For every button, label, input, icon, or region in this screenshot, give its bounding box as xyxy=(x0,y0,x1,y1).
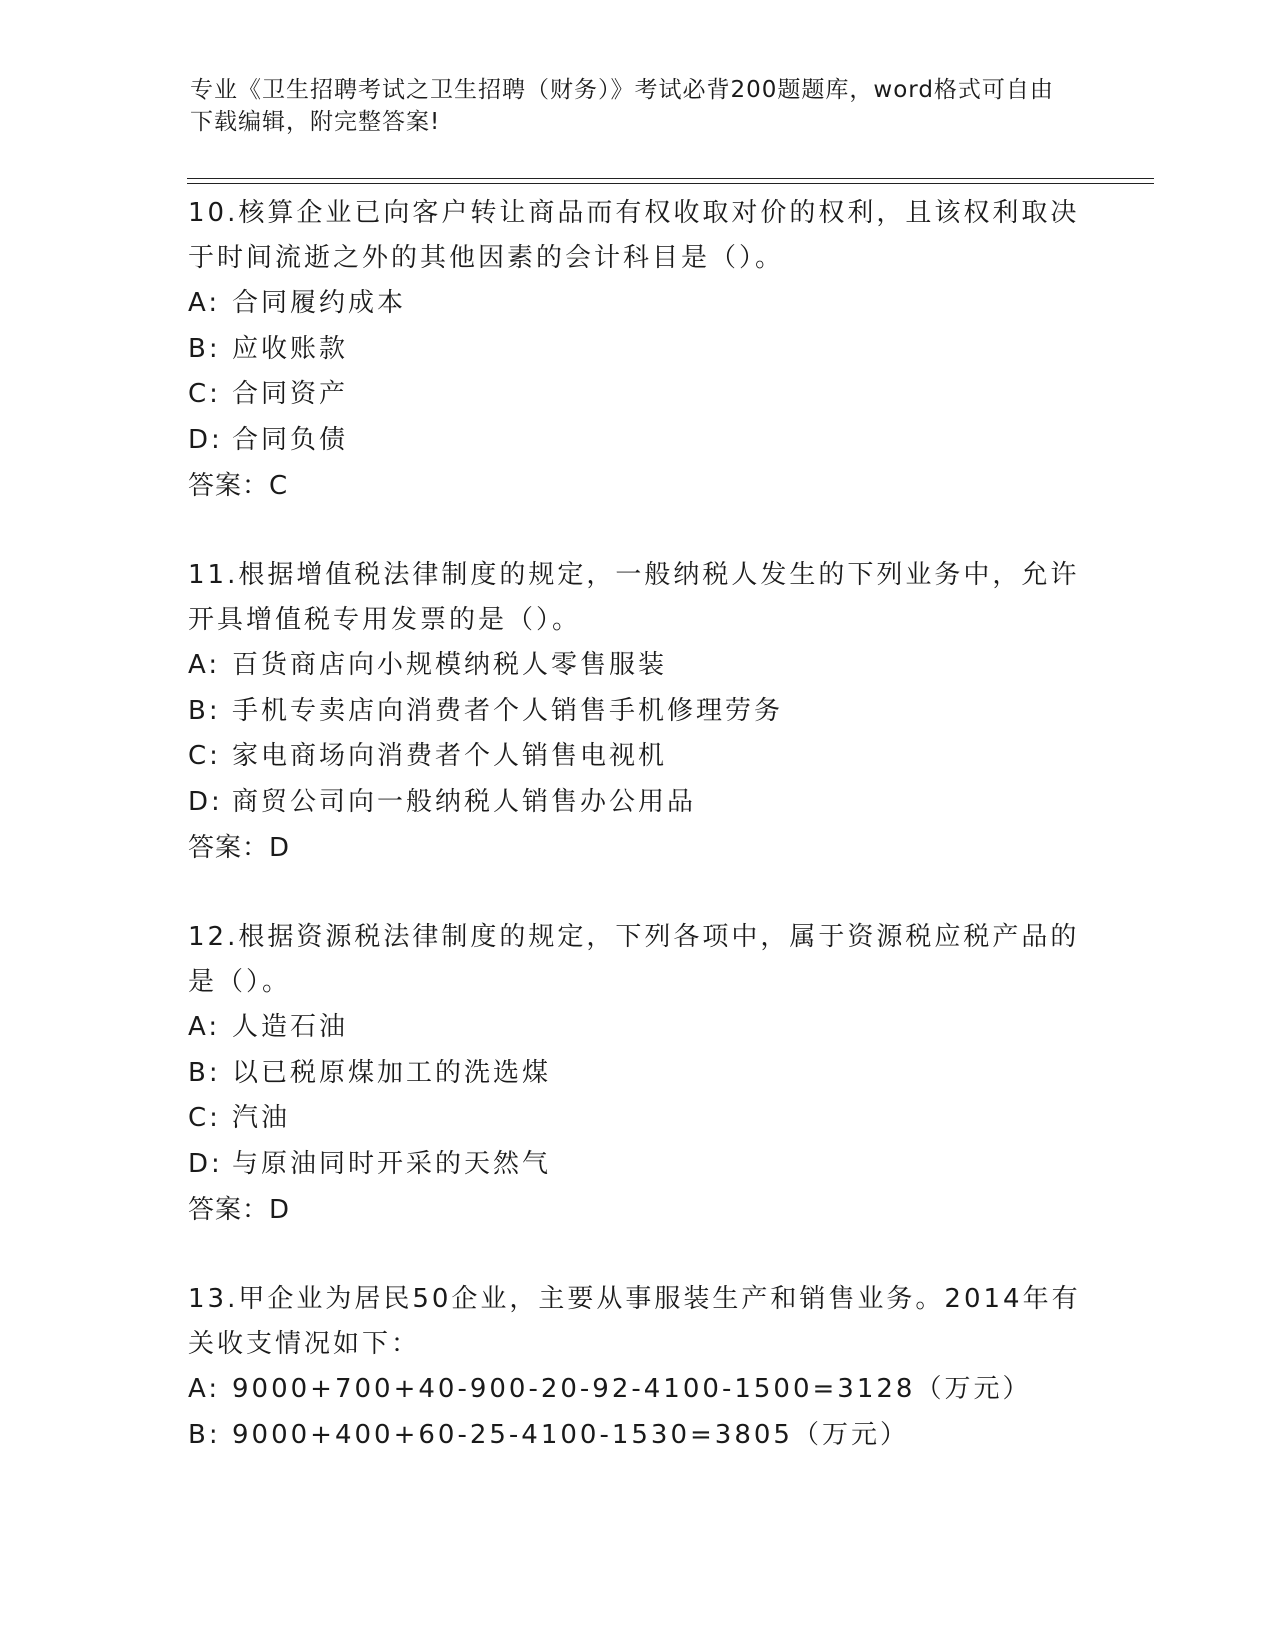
option-key: B: xyxy=(188,333,221,364)
option-text: 9000+700+40-900-20-92-4100-1500=3128（万元） xyxy=(232,1374,1032,1404)
answer-line: 答案：D xyxy=(188,833,291,863)
option-b xyxy=(188,689,1088,735)
option-key: C: xyxy=(188,741,221,771)
option-text: 合同负债 xyxy=(232,424,349,455)
question-12 xyxy=(188,915,1088,1233)
option-text: 商贸公司向一般纳税人销售办公用品 xyxy=(232,786,697,817)
option-key: D: xyxy=(188,786,223,817)
question-text: 10.核算企业已向客户转让商品而有权收取对价的权利，且该权利取决于时间流逝之外的其他因素的会计科目是（）。 xyxy=(188,198,1080,273)
option-key: A: xyxy=(188,650,221,680)
answer-line: 答案：D xyxy=(188,1195,291,1225)
option-a xyxy=(188,281,1088,327)
option-text: 百货商店向小规模纳税人零售服装 xyxy=(232,650,668,680)
option-c xyxy=(188,734,1088,780)
option-d xyxy=(188,1142,1088,1188)
option-key: D: xyxy=(188,1148,223,1179)
option-text: 人造石油 xyxy=(232,1012,349,1042)
question-text: 12.根据资源税法律制度的规定，下列各项中，属于资源税应税产品的是（）。 xyxy=(188,922,1080,997)
option-a xyxy=(188,1005,1088,1051)
option-a xyxy=(188,1367,1088,1413)
option-text: 合同资产 xyxy=(232,379,349,409)
option-text: 与原油同时开采的天然气 xyxy=(232,1148,552,1179)
option-key: B: xyxy=(188,1057,221,1088)
option-a xyxy=(188,643,1088,689)
option-b xyxy=(188,327,1088,373)
option-text: 合同履约成本 xyxy=(232,288,407,318)
option-b xyxy=(188,1413,1088,1459)
header-divider-bottom xyxy=(187,183,1154,184)
option-key: A: xyxy=(188,1374,221,1404)
answer-line: 答案：C xyxy=(188,471,289,501)
question-11 xyxy=(188,553,1088,871)
question-text: 11.根据增值税法律制度的规定，一般纳税人发生的下列业务中，允许开具增值税专用发票的是（）。 xyxy=(188,560,1080,635)
option-text: 手机专卖店向消费者个人销售手机修理劳务 xyxy=(232,695,784,726)
question-list xyxy=(188,191,1088,1502)
option-c xyxy=(188,372,1088,418)
question-text: 13.甲企业为居民50企业，主要从事服装生产和销售业务。2014年有关收支情况如下： xyxy=(188,1284,1081,1359)
option-key: A: xyxy=(188,288,221,318)
question-13 xyxy=(188,1277,1088,1458)
option-d xyxy=(188,418,1088,464)
question-10 xyxy=(188,191,1088,509)
option-c xyxy=(188,1096,1088,1142)
option-key: B: xyxy=(188,1419,221,1450)
option-key: A: xyxy=(188,1012,221,1042)
option-key: D: xyxy=(188,424,223,455)
option-key: C: xyxy=(188,379,221,409)
option-text: 家电商场向消费者个人销售电视机 xyxy=(232,741,668,771)
option-d xyxy=(188,780,1088,826)
option-b xyxy=(188,1051,1088,1097)
document-header: 专业《卫生招聘考试之卫生招聘（财务）》考试必背200题题库，word格式可自由下载编辑，附完整答案! xyxy=(190,77,1054,135)
option-text: 汽油 xyxy=(232,1103,291,1133)
option-text: 以已税原煤加工的洗选煤 xyxy=(232,1057,552,1088)
option-key: C: xyxy=(188,1103,221,1133)
option-text: 9000+400+60-25-4100-1530=3805（万元） xyxy=(232,1419,909,1450)
option-text: 应收账款 xyxy=(232,333,349,364)
option-key: B: xyxy=(188,695,221,726)
header-divider-top xyxy=(187,178,1154,179)
